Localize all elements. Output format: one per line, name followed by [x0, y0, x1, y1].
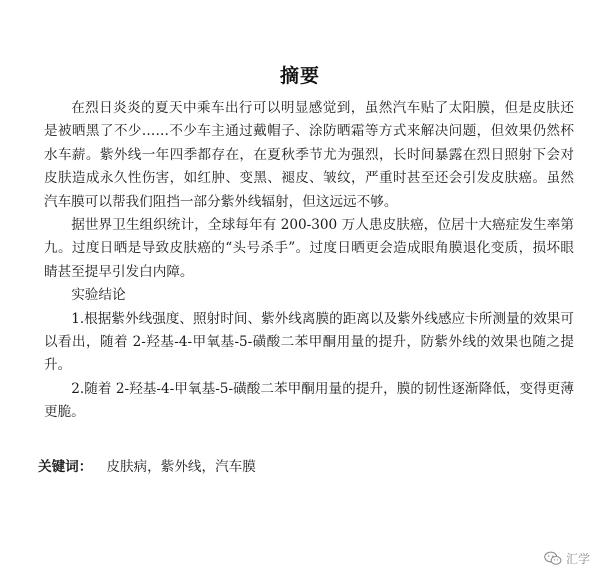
- paragraph-intro: 在烈日炎炎的夏天中乘车出行可以明显感觉到，虽然汽车贴了太阳膜，但是皮肤还是被晒黑了不少……不少车主通过戴帽子、涂防晒霜等方式来解决问题，但效果仍然杯水车薪。紫外线一年四季都存在，在夏秋季节尤为强烈，长时间暴露在烈日照射下会对皮肤造成永久性伤害，如红肿、变黑、褪皮、皱纹，严重时甚至还会引发皮肤癌。虽然汽车膜可以帮我们阻挡一部分紫外线辐射，但这远远不够。: [44, 100, 574, 210]
- abstract-body: [44, 97, 574, 425]
- keywords-line: [38, 457, 256, 477]
- keywords-value: 皮肤病，紫外线，汽车膜: [106, 459, 256, 475]
- wechat-icon: [544, 551, 562, 566]
- paragraph-conclusion-2: 2.随着 2-羟基-4-甲氧基-5-磺酸二苯甲酮用量的提升，膜的韧性逐渐降低，变得更薄更脆。: [44, 380, 574, 421]
- section-heading-conclusion: 实验结论: [71, 287, 126, 304]
- keywords-label: 关键词：: [38, 459, 93, 475]
- paragraph-statistics: 据世界卫生组织统计，全球每年有 200-300 万人患皮肤癌，位居十大癌症发生率第九。过度日晒是导致皮肤癌的“头号杀手”。过度日晒更会造成眼角膜退化变质，损坏眼睛甚至提早引发白内障。: [44, 217, 574, 280]
- paragraph-conclusion-1: 1.根据紫外线强度、照射时间、紫外线离膜的距离以及紫外线感应卡所测量的效果可以看出，随着 2-羟基-4-甲氧基-5-磺酸二苯甲酮用量的提升，防紫外线的效果也随之提升。: [44, 310, 574, 374]
- watermark: [544, 550, 590, 567]
- watermark-text: 汇学: [565, 552, 590, 566]
- page-title: 摘要: [279, 65, 320, 87]
